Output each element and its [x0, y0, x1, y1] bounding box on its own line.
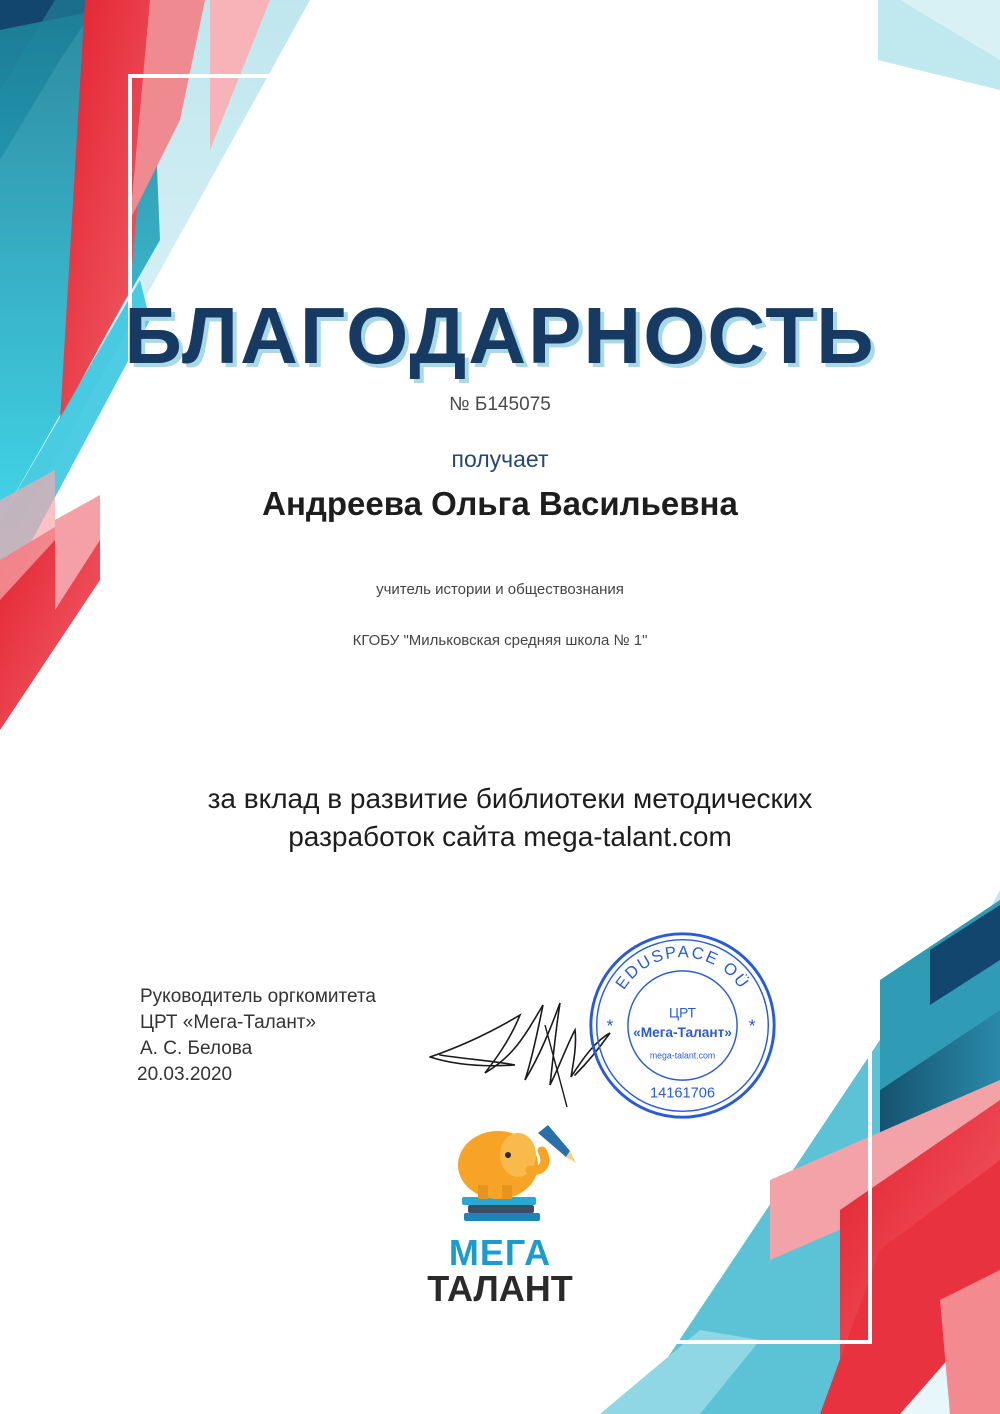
reason-line-2: разработок сайта mega-talant.com — [288, 821, 732, 852]
official-stamp — [585, 928, 780, 1123]
logo-line-2: ТАЛАНТ — [427, 1268, 573, 1309]
signatory-block — [137, 984, 376, 1088]
certificate-title: БЛАГОДАРНОСТЬ — [124, 291, 876, 380]
award-reason — [150, 780, 870, 856]
recipient-name: Андреева Ольга Васильевна — [262, 485, 738, 522]
stamp-code: 14161706 — [649, 1085, 716, 1102]
stamp-center-line-2: «Мега-Талант» — [633, 1025, 732, 1041]
svg-text:*: * — [748, 1015, 756, 1036]
stamp-ring-text: EDUSPACE OÜ — [611, 942, 754, 993]
recipient-organization: КГОБУ "Мильковская средняя школа № 1" — [352, 632, 648, 649]
signatory-role: Руководитель оргкомитета — [140, 986, 376, 1007]
stamp-site: mega-talant.com — [649, 1050, 716, 1061]
signature-date: 20.03.2020 — [137, 1064, 233, 1085]
signatory-name: А. С. Белова — [140, 1038, 253, 1059]
recipient-position: учитель истории и обществознания — [376, 581, 624, 598]
receives-label: получает — [451, 446, 549, 472]
certificate-number: № Б145075 — [449, 394, 551, 415]
logo-line-1: МЕГА — [448, 1232, 552, 1273]
svg-text:*: * — [606, 1015, 614, 1036]
reason-line-1: за вклад в развитие библиотеки методических — [207, 783, 813, 814]
stamp-center-line-1: ЦРТ — [669, 1005, 696, 1021]
signatory-org: ЦРТ «Мега-Талант» — [140, 1012, 317, 1033]
